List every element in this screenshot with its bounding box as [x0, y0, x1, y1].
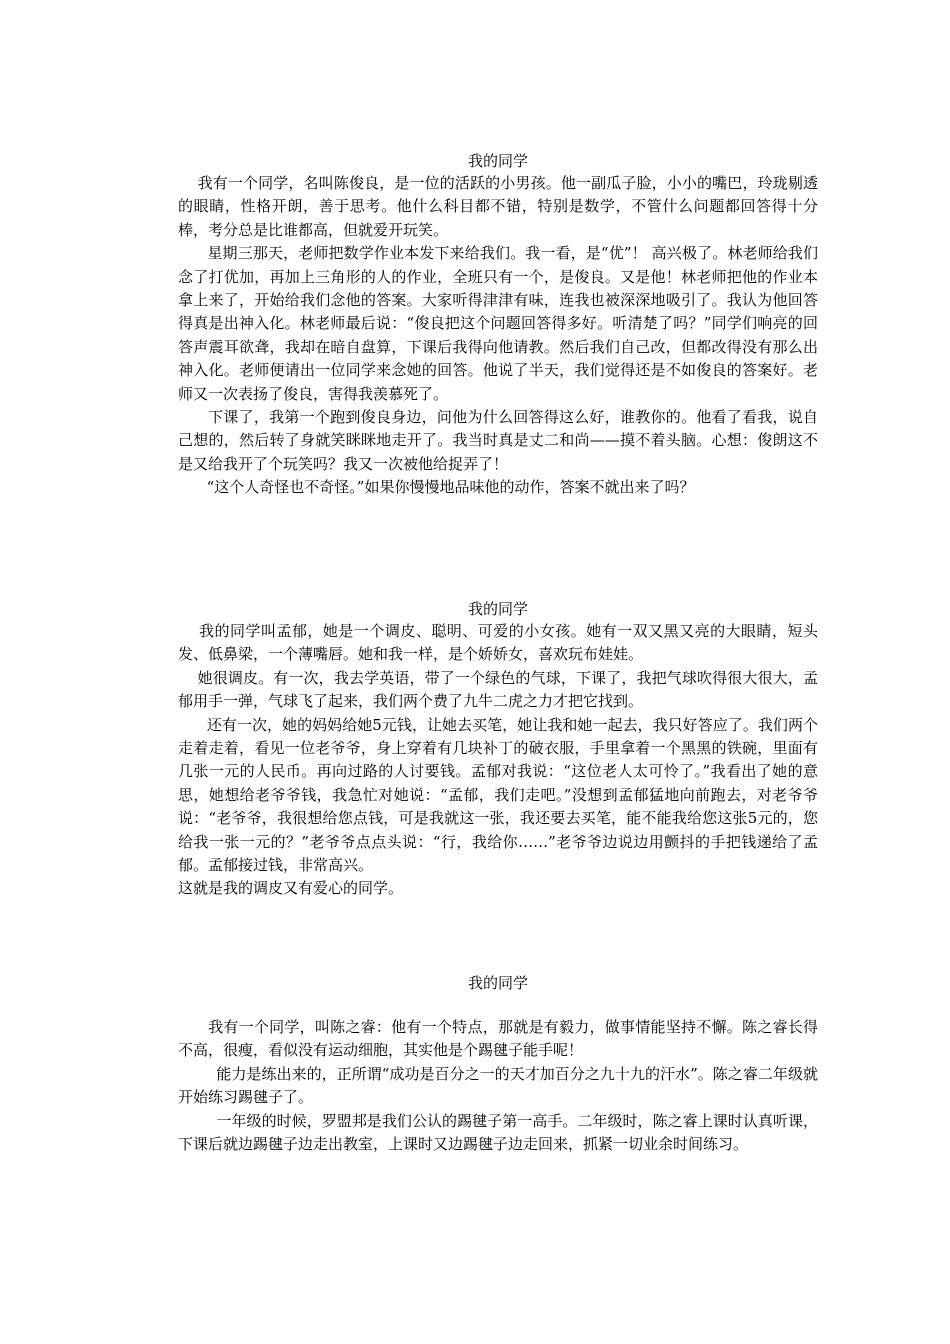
- essay-paragraph: 还有一次，她的妈妈给她5元钱，让她去买笔，她让我和她一起去，我只好答应了。我们两个走着走着，看见一位老爷爷，身上穿着有几块补丁的破衣服，手里拿着一个黑黑的铁碗，里面有几张一元的人民币。再向过路的人讨要钱。孟郁对我说：“这位老人太可怜了。”我看出了她的意思，她想给老爷爷钱，我急忙对她说：“孟郁，我们走吧。”没想到孟郁猛地向前跑去，对老爷爷说：“老爷爷，我很想给您点钱，可是我就这一张，我还要去买笔，能不能我给您这张5元的，您给我一张一元的？”老爷爷点点头说：“行，我给你……”老爷爷边说边用颤抖的手把钱递给了孟郁。孟郁接过钱，非常高兴。: [178, 715, 818, 875]
- essay-paragraph: 能力是练出来的，正所谓“成功是百分之一的天才加百分之九十九的汗水”。陈之睿二年级就开始练习踢毽子了。: [178, 1064, 818, 1107]
- essay-paragraph: 她很调皮。有一次，我去学英语，带了一个绿色的气球，下课了，我把气球吹得很大很大，孟郁用手一弹，气球飞了起来，我们两个费了九牛二虎之力才把它找到。: [178, 668, 818, 711]
- essay-3: [178, 972, 818, 1156]
- essay-paragraph: 星期三那天，老师把数学作业本发下来给我们。我一看，是“优”！ 高兴极了。林老师给我们念了打优加，再加上三角形的人的作业，全班只有一个，是俊良。又是他！林老师把他的作业本拿上来了，开始给我们念他的答案。大家听得津津有味，连我也被深深地吸引了。我认为他回答得真是出神入化。林老师最后说：“俊良把这个问题回答得多好。听清楚了吗？”同学们响亮的回答声震耳欲聋，我却在暗自盘算，下课后我得向他请教。然后我们自己改，但都改得没有那么出神入化。老师便请出一位同学来念她的回答。他说了半天，我们觉得还是不如俊良的答案好。老师又一次表扬了俊良，害得我羡慕死了。: [178, 244, 819, 403]
- essay-title: 我的同学: [467, 600, 528, 618]
- essay-paragraph: 我有一个同学，名叫陈俊良，是一位的活跃的小男孩。他一副瓜子脸，小小的嘴巴，玲珑剔透的眼睛，性格开朗，善于思考。他什么科目都不错，特别是数学，不管什么问题都回答得十分棒，考分总是比谁都高，但就爱开玩笑。: [178, 174, 818, 239]
- essay-paragraph: 这就是我的调皮又有爱心的同学。: [178, 879, 404, 898]
- essay-title: 我的同学: [467, 152, 528, 170]
- essay-title: 我的同学: [467, 974, 528, 992]
- essay-paragraph: “这个人奇怪也不奇怪。”如果你慢慢地品味他的动作，答案不就出来了吗？: [178, 478, 695, 497]
- essay-2: [178, 598, 818, 901]
- essay-paragraph: 下课了，我第一个跑到俊良身边，问他为什么回答得这么好，谁教你的。他看了看我，说自己想的，然后转了身就笑眯眯地走开了。我当时真是丈二和尚——摸不着头脑。心想：俊朗这不是又给我开了个玩笑吗？我又一次被他给捉弄了！: [178, 408, 819, 473]
- essay-paragraph: 一年级的时候，罗盟邦是我们公认的踢毽子第一高手。二年级时，陈之睿上课时认真听课，下课后就边踢毽子边走出教室，上课时又边踢毽子边走回来，抓紧一切业余时间练习。: [178, 1111, 818, 1154]
- essay-1: [178, 150, 818, 500]
- essay-paragraph: 我有一个同学，叫陈之睿：他有一个特点，那就是有毅力，做事情能坚持不懈。陈之睿长得不高，很瘦，看似没有运动细胞，其实他是个踢毽子能手呢！: [178, 1018, 819, 1060]
- essay-paragraph: 我的同学叫孟郁，她是一个调皮、聪明、可爱的小女孩。她有一双又黑又亮的大眼睛，短头发、低鼻梁，一个薄嘴唇。她和我一样，是个娇娇女，喜欢玩布娃娃。: [178, 622, 818, 664]
